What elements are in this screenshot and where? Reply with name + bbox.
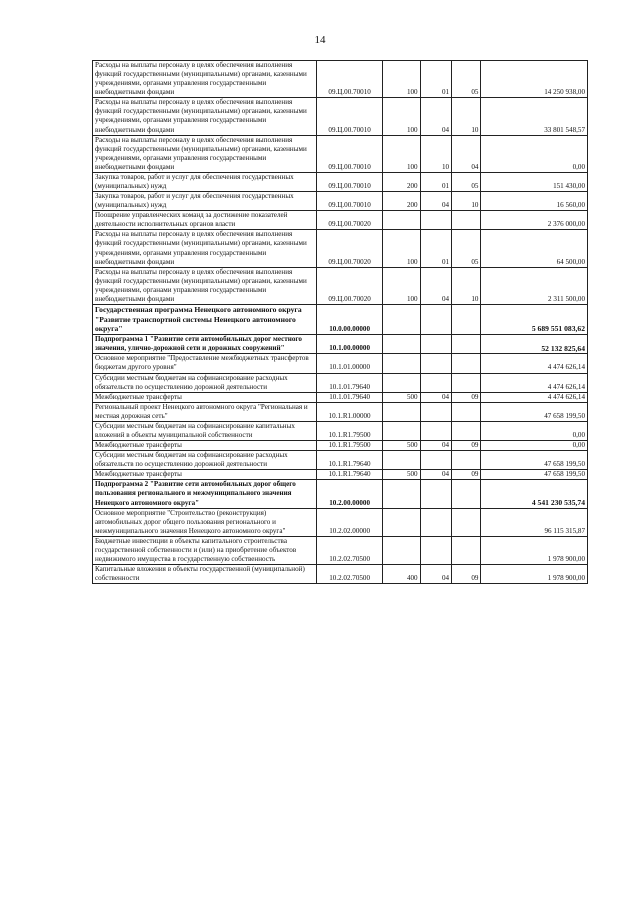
row-code-cell: 10.2.00.00000	[317, 480, 383, 508]
row-section-cell: 04	[420, 392, 451, 402]
row-amount-cell: 64 500,00	[481, 230, 588, 267]
row-expense-type-cell: 500	[383, 441, 421, 451]
row-amount-cell: 5 689 551 083,62	[481, 305, 588, 335]
row-expense-type-cell: 100	[383, 61, 421, 98]
row-amount-cell: 4 474 626,14	[481, 392, 588, 402]
row-code-cell: 10.1.01.00000	[317, 354, 383, 373]
row-code-cell: 10.1.00.00000	[317, 335, 383, 354]
row-code-cell: 10.1.R1.00000	[317, 402, 383, 421]
row-section-cell	[420, 402, 451, 421]
row-code-cell: 10.1.01.79640	[317, 392, 383, 402]
row-amount-cell: 0,00	[481, 441, 588, 451]
row-expense-type-cell	[383, 480, 421, 508]
row-name-cell: Межбюджетные трансферты	[93, 470, 317, 480]
row-subsection-cell	[452, 536, 481, 564]
row-code-cell: 09.Ц.00.70010	[317, 135, 383, 172]
row-subsection-cell	[452, 421, 481, 440]
row-name-cell: Субсидии местным бюджетам на софинансирование расходных обязательств по осуществлению дорожной деятельности	[93, 373, 317, 392]
row-amount-cell: 4 474 626,14	[481, 354, 588, 373]
row-section-cell: 04	[420, 98, 451, 135]
row-code-cell: 09.Ц.00.70020	[317, 230, 383, 267]
row-section-cell: 04	[420, 267, 451, 304]
row-amount-cell: 1 978 900,00	[481, 536, 588, 564]
row-subsection-cell: 09	[452, 392, 481, 402]
row-name-cell: Поощрение управленческих команд за достижение показателей деятельности исполнительных органов власти	[93, 211, 317, 230]
row-name-cell: Региональный проект Ненецкого автономного округа "Региональная и местная дорожная сеть"	[93, 402, 317, 421]
table-row	[93, 536, 588, 564]
row-expense-type-cell: 100	[383, 98, 421, 135]
row-name-cell: Расходы на выплаты персоналу в целях обеспечения выполнения функций государственными (муниципальными) органами, казенными учреждениями, органами управления государственными внебюджетными фондами	[93, 135, 317, 172]
row-section-cell	[420, 536, 451, 564]
table-row	[93, 373, 588, 392]
page-number: 14	[314, 34, 326, 46]
row-expense-type-cell	[383, 335, 421, 354]
row-subsection-cell: 05	[452, 172, 481, 191]
row-expense-type-cell: 400	[383, 565, 421, 584]
row-code-cell: 10.1.R1.79640	[317, 451, 383, 470]
row-subsection-cell: 05	[452, 61, 481, 98]
table-row	[93, 135, 588, 172]
row-code-cell: 09.Ц.00.70010	[317, 192, 383, 211]
row-expense-type-cell	[383, 421, 421, 440]
row-subsection-cell: 09	[452, 565, 481, 584]
row-subsection-cell: 04	[452, 135, 481, 172]
row-code-cell: 10.2.02.00000	[317, 508, 383, 536]
row-amount-cell: 1 978 900,00	[481, 565, 588, 584]
row-subsection-cell	[452, 480, 481, 508]
table-row	[93, 402, 588, 421]
row-expense-type-cell	[383, 451, 421, 470]
table-row	[93, 508, 588, 536]
row-section-cell: 04	[420, 470, 451, 480]
row-name-cell: Бюджетные инвестиции в объекты капитального строительства государственной собственности и (или) на приобретение объектов недвижимого имущества в государственную собственность	[93, 536, 317, 564]
table-row	[93, 421, 588, 440]
table-row	[93, 230, 588, 267]
row-name-cell: Межбюджетные трансферты	[93, 441, 317, 451]
row-name-cell: Межбюджетные трансферты	[93, 392, 317, 402]
row-name-cell: Подпрограмма 1 "Развитие сети автомобильных дорог местного значения, улично-дорожной сети и дорожных сооружений"	[93, 335, 317, 354]
row-section-cell	[420, 211, 451, 230]
row-expense-type-cell	[383, 211, 421, 230]
row-expense-type-cell: 200	[383, 192, 421, 211]
row-name-cell: Подпрограмма 2 "Развитие сети автомобильных дорог общего пользования регионального и межмуниципального значения Ненецкого автономного округа"	[93, 480, 317, 508]
table-row	[93, 172, 588, 191]
row-code-cell: 10.1.R1.79640	[317, 470, 383, 480]
row-subsection-cell: 10	[452, 267, 481, 304]
row-amount-cell: 4 474 626,14	[481, 373, 588, 392]
table-row	[93, 451, 588, 470]
row-code-cell: 09.Ц.00.70010	[317, 98, 383, 135]
row-subsection-cell	[452, 451, 481, 470]
row-amount-cell: 52 132 825,64	[481, 335, 588, 354]
row-code-cell: 10.1.01.79640	[317, 373, 383, 392]
table-row	[93, 192, 588, 211]
row-section-cell	[420, 451, 451, 470]
table-row	[93, 565, 588, 584]
budget-table	[92, 60, 588, 584]
row-section-cell: 04	[420, 565, 451, 584]
row-subsection-cell: 09	[452, 441, 481, 451]
row-amount-cell: 2 376 000,00	[481, 211, 588, 230]
row-section-cell	[420, 373, 451, 392]
table-row	[93, 305, 588, 335]
row-section-cell	[420, 305, 451, 335]
row-expense-type-cell	[383, 305, 421, 335]
row-expense-type-cell: 100	[383, 267, 421, 304]
row-expense-type-cell: 100	[383, 230, 421, 267]
table-row	[93, 470, 588, 480]
row-amount-cell: 0,00	[481, 421, 588, 440]
row-section-cell: 10	[420, 135, 451, 172]
row-code-cell: 10.2.02.70500	[317, 565, 383, 584]
row-expense-type-cell	[383, 354, 421, 373]
row-section-cell	[420, 508, 451, 536]
row-section-cell: 04	[420, 441, 451, 451]
row-subsection-cell: 10	[452, 98, 481, 135]
row-section-cell: 04	[420, 192, 451, 211]
row-expense-type-cell	[383, 508, 421, 536]
row-subsection-cell: 05	[452, 230, 481, 267]
row-code-cell: 09.Ц.00.70020	[317, 267, 383, 304]
row-section-cell: 01	[420, 61, 451, 98]
table-row	[93, 441, 588, 451]
row-expense-type-cell: 100	[383, 135, 421, 172]
row-code-cell: 09.Ц.00.70010	[317, 172, 383, 191]
table-row	[93, 354, 588, 373]
row-expense-type-cell: 500	[383, 392, 421, 402]
table-row	[93, 480, 588, 508]
row-name-cell: Расходы на выплаты персоналу в целях обеспечения выполнения функций государственными (муниципальными) органами, казенными учреждениями, органами управления государственными внебюджетными фондами	[93, 98, 317, 135]
budget-table-body	[93, 61, 588, 584]
row-amount-cell: 0,00	[481, 135, 588, 172]
row-section-cell	[420, 354, 451, 373]
row-subsection-cell: 10	[452, 192, 481, 211]
row-expense-type-cell	[383, 373, 421, 392]
row-code-cell: 09.Ц.00.70020	[317, 211, 383, 230]
row-expense-type-cell	[383, 536, 421, 564]
table-row	[93, 211, 588, 230]
table-row	[93, 61, 588, 98]
row-subsection-cell	[452, 402, 481, 421]
row-subsection-cell	[452, 335, 481, 354]
row-name-cell: Капитальные вложения в объекты государственной (муниципальной) собственности	[93, 565, 317, 584]
row-section-cell: 01	[420, 230, 451, 267]
row-code-cell: 10.2.02.70500	[317, 536, 383, 564]
row-amount-cell: 33 801 548,57	[481, 98, 588, 135]
row-name-cell: Основное мероприятие "Предоставление межбюджетных трансфертов бюджетам другого уровня"	[93, 354, 317, 373]
row-section-cell: 01	[420, 172, 451, 191]
row-subsection-cell	[452, 508, 481, 536]
row-amount-cell: 47 658 199,50	[481, 470, 588, 480]
row-amount-cell: 47 658 199,50	[481, 402, 588, 421]
row-subsection-cell	[452, 373, 481, 392]
row-amount-cell: 4 541 230 535,74	[481, 480, 588, 508]
row-name-cell: Расходы на выплаты персоналу в целях обеспечения выполнения функций государственными (муниципальными) органами, казенными учреждениями, органами управления государственными внебюджетными фондами	[93, 230, 317, 267]
row-code-cell: 10.0.00.00000	[317, 305, 383, 335]
row-name-cell: Субсидии местным бюджетам на софинансирование капитальных вложений в объекты муниципальной собственности	[93, 421, 317, 440]
row-name-cell: Расходы на выплаты персоналу в целях обеспечения выполнения функций государственными (муниципальными) органами, казенными учреждениями, органами управления государственными внебюджетными фондами	[93, 61, 317, 98]
row-code-cell: 10.1.R1.79500	[317, 421, 383, 440]
row-section-cell	[420, 480, 451, 508]
table-row	[93, 98, 588, 135]
row-section-cell	[420, 421, 451, 440]
row-name-cell: Основное мероприятие "Строительство (реконструкция) автомобильных дорог общего пользования регионального и межмуниципального значения Ненецкого автономного округа"	[93, 508, 317, 536]
row-code-cell: 09.Ц.00.70010	[317, 61, 383, 98]
row-expense-type-cell	[383, 402, 421, 421]
row-amount-cell: 14 250 938,00	[481, 61, 588, 98]
row-name-cell: Субсидии местным бюджетам на софинансирование расходных обязательств по осуществлению дорожной деятельности	[93, 451, 317, 470]
row-name-cell: Государственная программа Ненецкого автономного округа "Развитие транспортной системы Ненецкого автономного округа"	[93, 305, 317, 335]
row-name-cell: Закупка товаров, работ и услуг для обеспечения государственных (муниципальных) нужд	[93, 172, 317, 191]
row-subsection-cell	[452, 211, 481, 230]
row-amount-cell: 96 115 315,87	[481, 508, 588, 536]
table-row	[93, 392, 588, 402]
row-name-cell: Расходы на выплаты персоналу в целях обеспечения выполнения функций государственными (муниципальными) органами, казенными учреждениями, органами управления государственными внебюджетными фондами	[93, 267, 317, 304]
row-expense-type-cell: 500	[383, 470, 421, 480]
row-subsection-cell	[452, 354, 481, 373]
row-amount-cell: 2 311 500,00	[481, 267, 588, 304]
row-expense-type-cell: 200	[383, 172, 421, 191]
table-row	[93, 267, 588, 304]
row-amount-cell: 47 658 199,50	[481, 451, 588, 470]
row-section-cell	[420, 335, 451, 354]
row-name-cell: Закупка товаров, работ и услуг для обеспечения государственных (муниципальных) нужд	[93, 192, 317, 211]
row-amount-cell: 151 430,00	[481, 172, 588, 191]
row-subsection-cell: 09	[452, 470, 481, 480]
row-amount-cell: 16 560,00	[481, 192, 588, 211]
table-row	[93, 335, 588, 354]
row-code-cell: 10.1.R1.79500	[317, 441, 383, 451]
row-subsection-cell	[452, 305, 481, 335]
